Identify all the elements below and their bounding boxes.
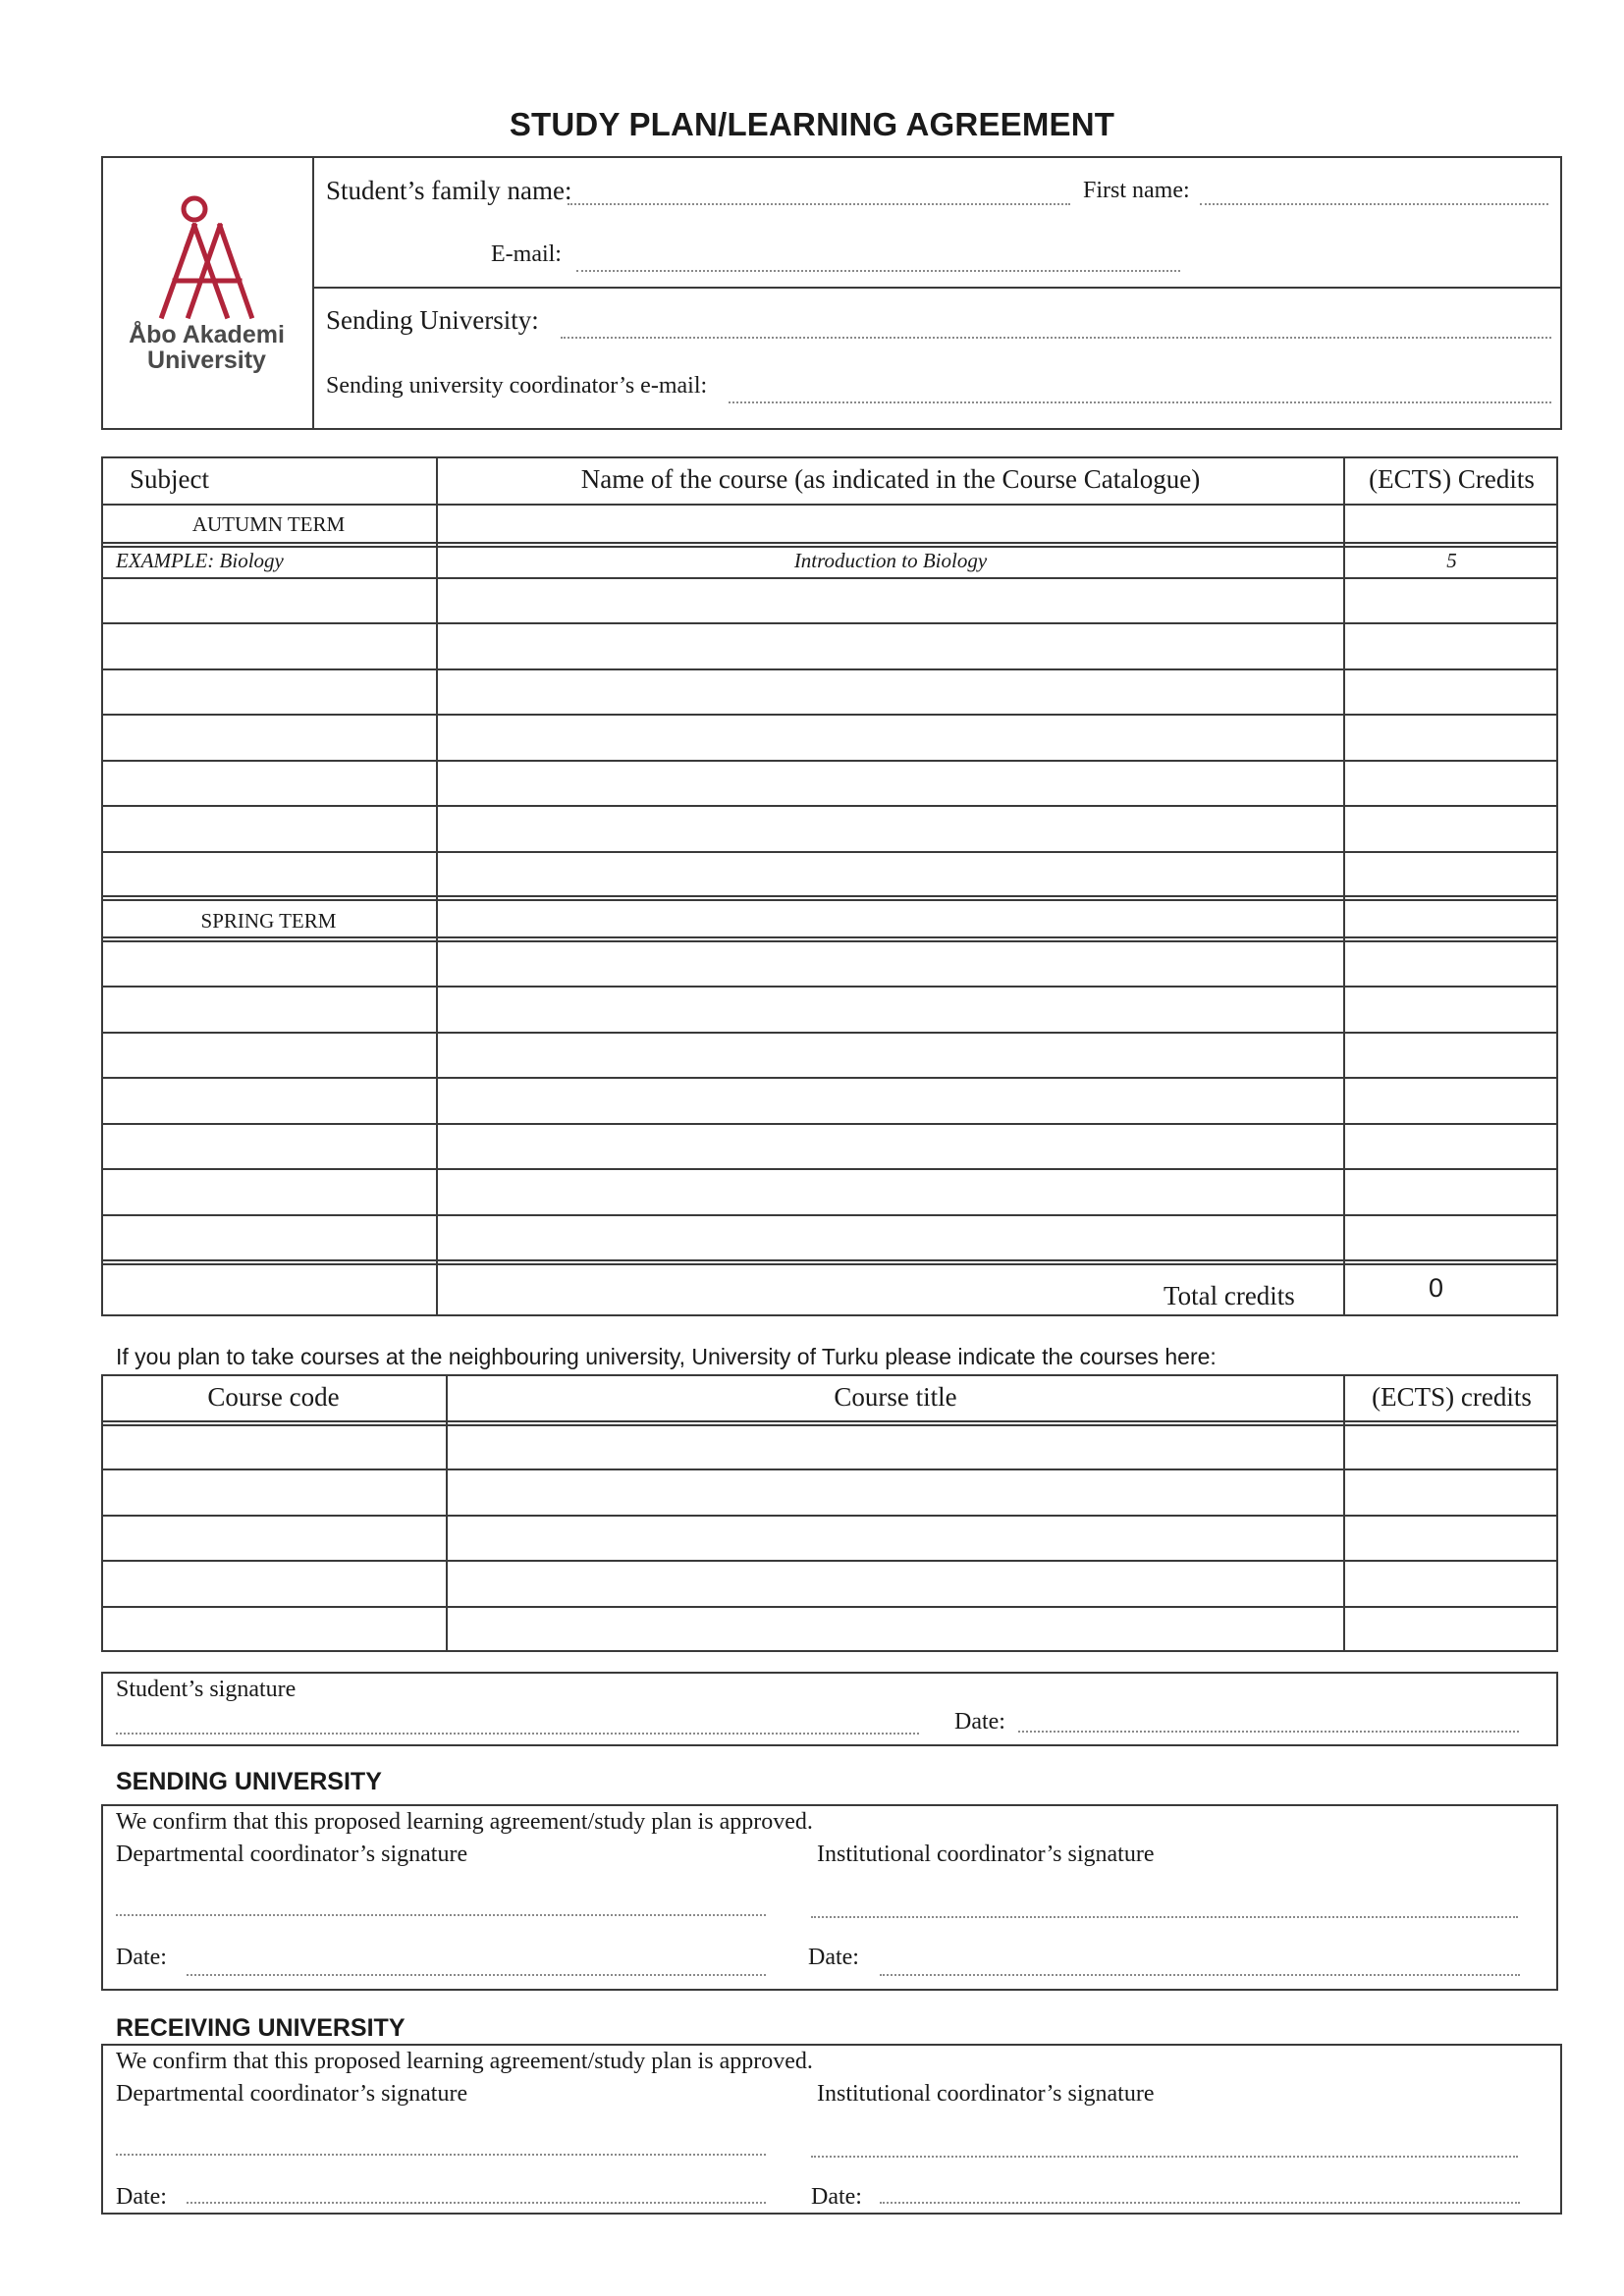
sending-dept-label: Departmental coordinator’s signature: [116, 1842, 468, 1867]
turku-note: If you plan to take courses at the neighbouring university, University of Turku please indicate the courses here:: [116, 1344, 1217, 1369]
autumn-term-label: AUTUMN TERM: [191, 512, 346, 536]
email-label: E-mail:: [491, 241, 562, 267]
student-signature-box: [101, 1672, 1558, 1746]
student-signature-label: Student’s signature: [116, 1677, 297, 1702]
sending-dept-date-label: Date:: [116, 1945, 167, 1970]
logo-name-line2: University: [147, 347, 266, 374]
sending-inst-date-label: Date:: [808, 1945, 859, 1970]
header-course-name: Name of the course (as indicated in the Course Catalogue): [580, 464, 1201, 494]
receiving-inst-date-label: Date:: [811, 2184, 862, 2210]
coordinator-email-label: Sending university coordinator’s e-mail:: [326, 373, 708, 399]
receiving-confirm-text: We confirm that this proposed learning agreement/study plan is approved.: [116, 2049, 813, 2074]
receiving-dept-label: Departmental coordinator’s signature: [116, 2081, 468, 2107]
first-name-field[interactable]: [1200, 203, 1548, 205]
coordinator-email-field[interactable]: [729, 401, 1551, 403]
header-course-code: Course code: [207, 1382, 340, 1412]
page-title: STUDY PLAN/LEARNING AGREEMENT: [509, 106, 1115, 142]
sending-dept-date-field[interactable]: [187, 1974, 766, 1976]
sending-dept-signature-field[interactable]: [116, 1914, 766, 1916]
receiving-dept-date-label: Date:: [116, 2184, 167, 2210]
first-name-label: First name:: [1083, 178, 1190, 203]
family-name-field[interactable]: [568, 203, 1070, 205]
logo-mark-icon: [106, 187, 307, 324]
sending-university-field[interactable]: [561, 337, 1551, 339]
header-credits: (ECTS) Credits: [1369, 464, 1535, 494]
total-credits-label: Total credits: [1164, 1281, 1295, 1310]
header-subject: Subject: [130, 464, 209, 494]
sending-university-heading: SENDING UNIVERSITY: [116, 1768, 382, 1795]
family-name-label: Student’s family name:: [326, 176, 572, 205]
total-credits-value: 0: [1428, 1273, 1444, 1303]
logo-name-line1: Åbo Akademi: [129, 321, 285, 348]
receiving-university-heading: RECEIVING UNIVERSITY: [116, 2014, 406, 2042]
header-course-title: Course title: [834, 1382, 957, 1412]
email-field[interactable]: [576, 270, 1180, 272]
receiving-inst-date-field[interactable]: [880, 2202, 1520, 2204]
spring-term-label: SPRING TERM: [200, 909, 337, 933]
sending-confirm-text: We confirm that this proposed learning agreement/study plan is approved.: [116, 1809, 813, 1835]
courses-table: [101, 456, 1558, 1316]
example-credits: 5: [1446, 549, 1457, 572]
student-date-label: Date:: [954, 1709, 1005, 1735]
receiving-dept-signature-field[interactable]: [116, 2154, 766, 2156]
turku-courses-table: [101, 1374, 1558, 1652]
sending-university-label: Sending University:: [326, 305, 539, 335]
receiving-inst-signature-field[interactable]: [811, 2156, 1518, 2158]
receiving-dept-date-field[interactable]: [187, 2202, 766, 2204]
sending-inst-date-field[interactable]: [880, 1974, 1520, 1976]
receiving-inst-label: Institutional coordinator’s signature: [817, 2081, 1155, 2107]
student-info-box: [101, 156, 1562, 430]
example-subject: EXAMPLE: Biology: [116, 549, 284, 572]
sending-inst-label: Institutional coordinator’s signature: [817, 1842, 1155, 1867]
header-turku-credits: (ECTS) credits: [1372, 1382, 1532, 1412]
student-date-field[interactable]: [1018, 1731, 1519, 1733]
university-logo: [106, 187, 307, 383]
example-course: Introduction to Biology: [793, 549, 988, 572]
sending-inst-signature-field[interactable]: [811, 1916, 1518, 1918]
student-signature-field[interactable]: [116, 1733, 919, 1735]
